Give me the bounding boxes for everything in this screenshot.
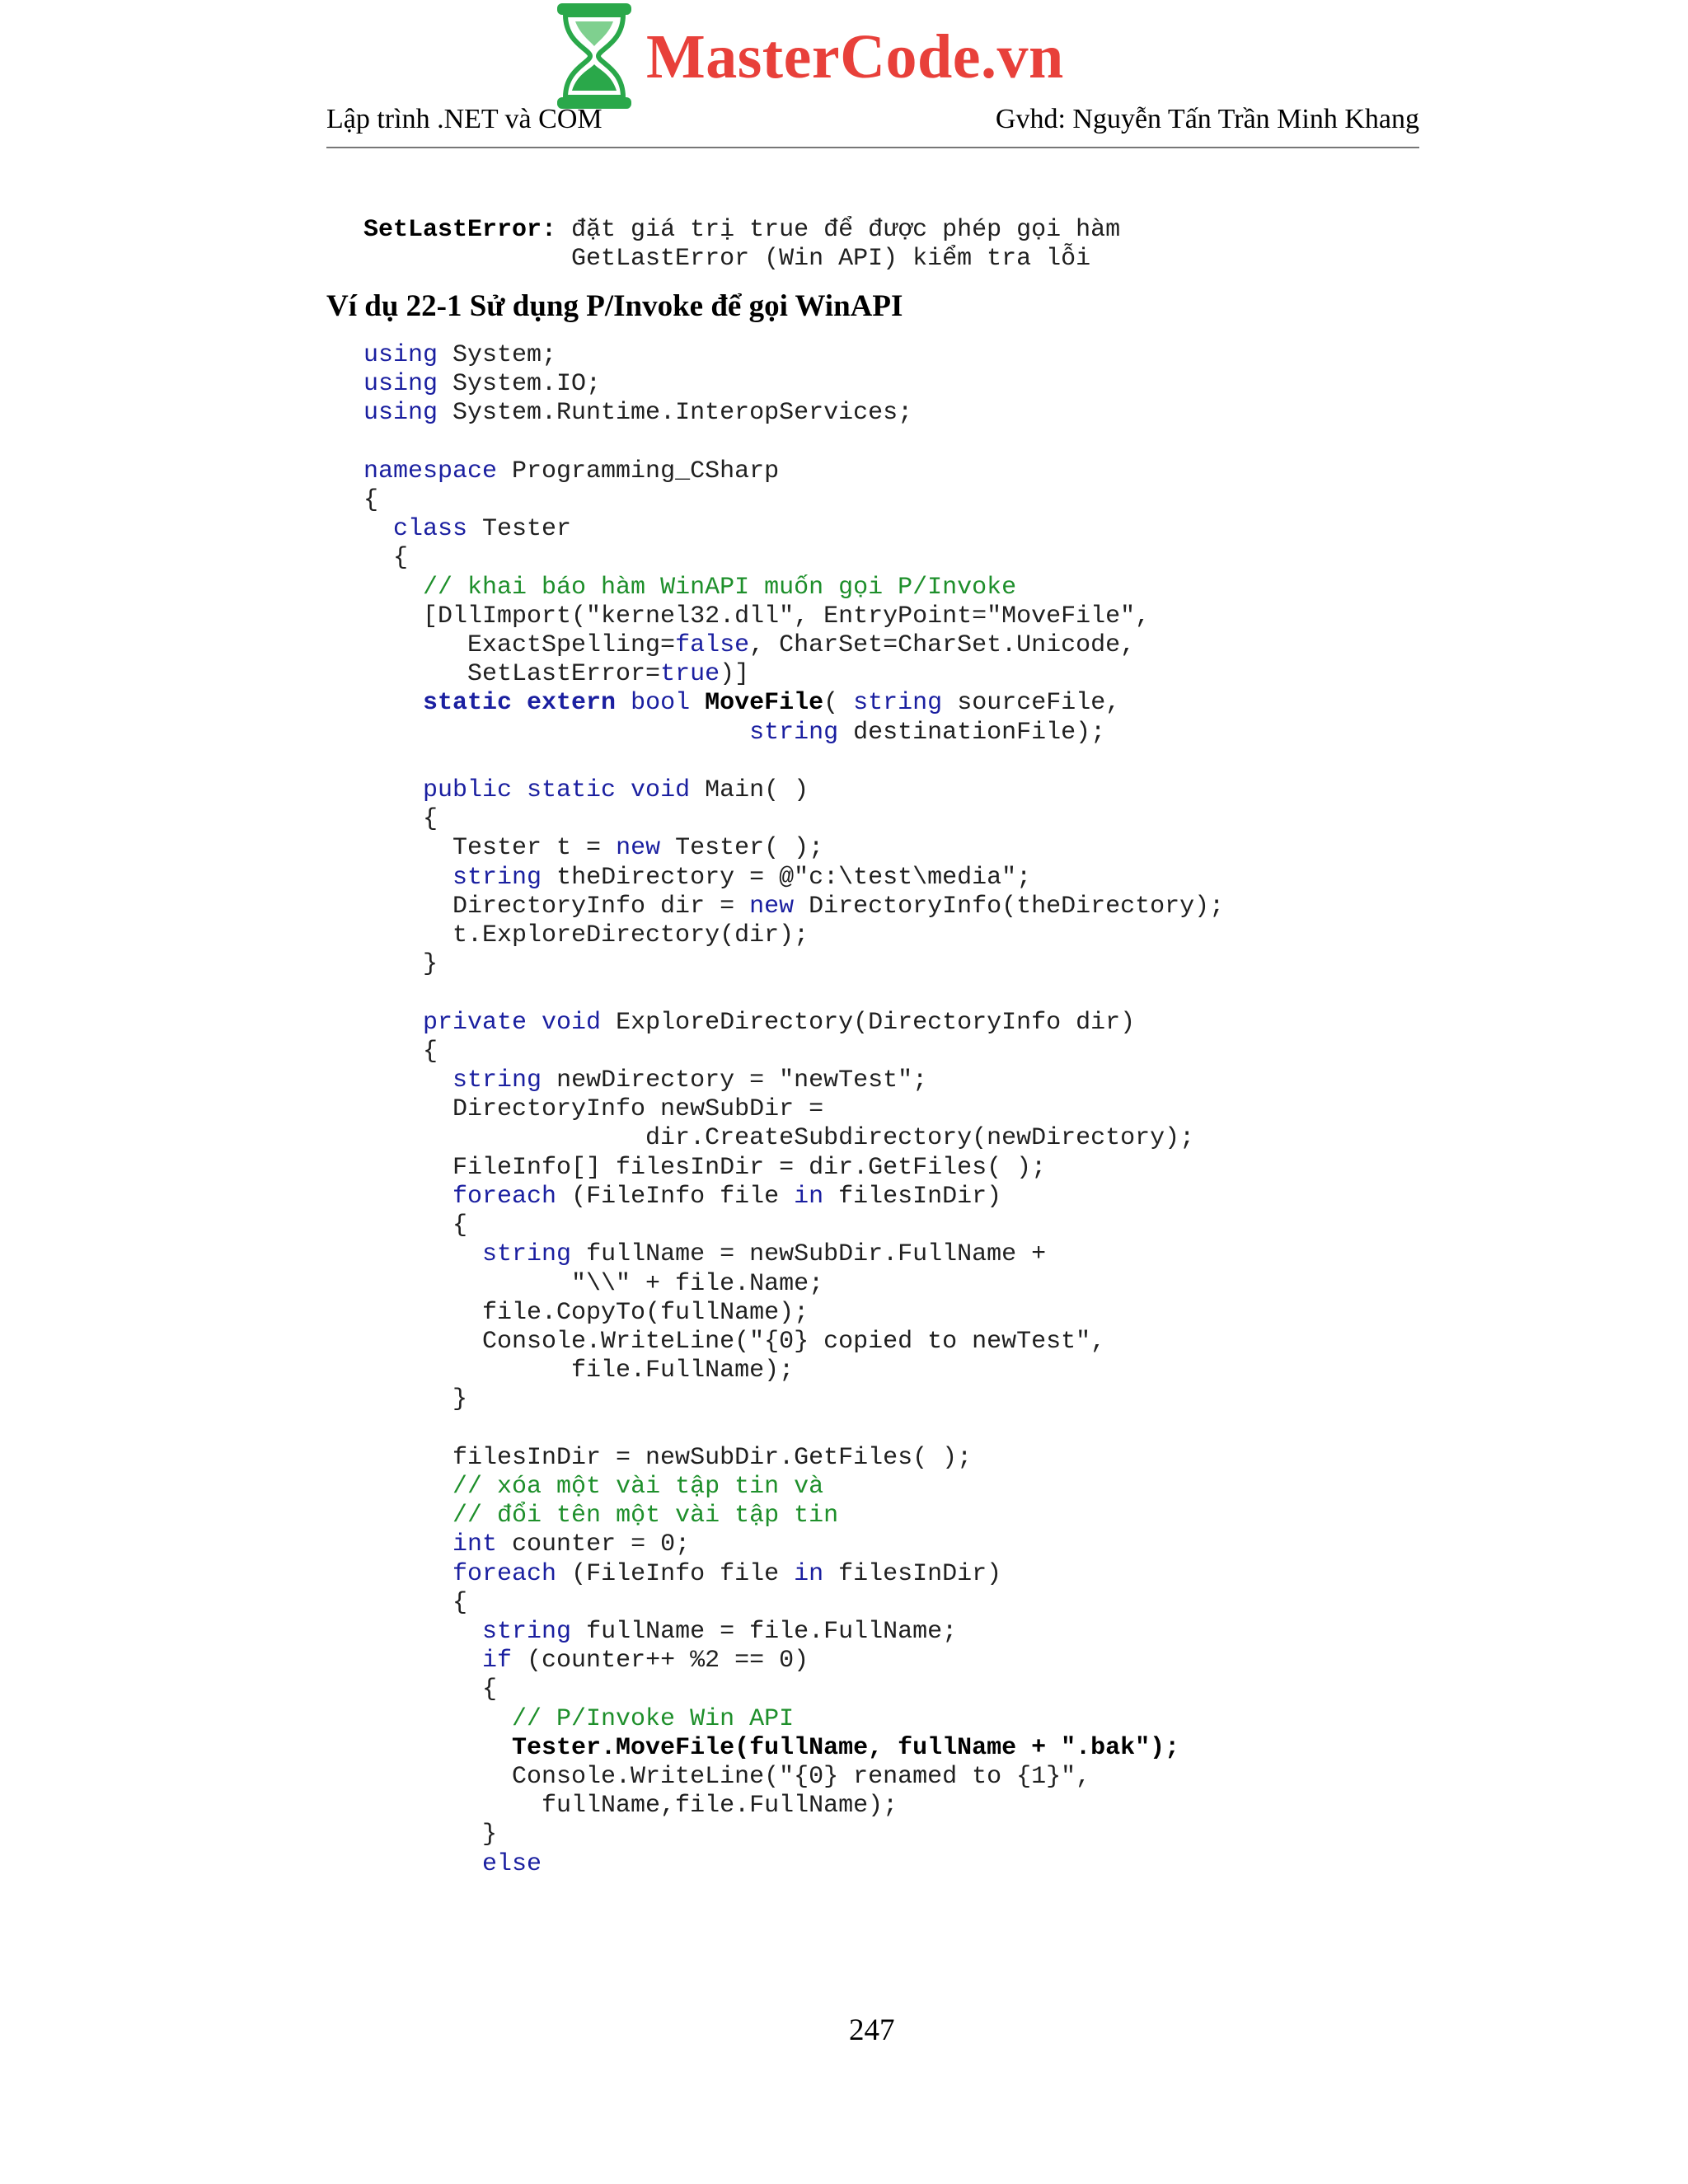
code-keyword: in xyxy=(794,1559,824,1588)
param-name: SetLastError: xyxy=(363,216,557,244)
code-text: FileInfo[] filesInDir = dir.GetFiles( ); xyxy=(363,1153,1047,1182)
header-divider xyxy=(326,147,1419,148)
code-text: dir.CreateSubdirectory(newDirectory); xyxy=(363,1124,1195,1153)
code-text: filesInDir) xyxy=(823,1182,1002,1211)
code-text: { xyxy=(363,544,409,573)
code-text: fullName = file.FullName; xyxy=(571,1617,958,1646)
code-text: Console.WriteLine("{0} renamed to {1}", xyxy=(363,1762,1091,1791)
code-text: (FileInfo file xyxy=(556,1559,795,1588)
code-keyword: string xyxy=(452,1066,542,1095)
code-text: Tester( ); xyxy=(660,834,824,863)
code-text: ExploreDirectory(DirectoryInfo dir) xyxy=(601,1008,1136,1037)
code-text: { xyxy=(363,805,438,834)
header-instructor: Gvhd: Nguyễn Tấn Trần Minh Khang xyxy=(995,104,1419,134)
code-keyword: new xyxy=(749,892,795,921)
code-keyword: false xyxy=(675,631,750,660)
code-text: { xyxy=(363,1212,468,1240)
page-number: 247 xyxy=(849,2013,895,2047)
code-text: System.IO; xyxy=(438,370,602,399)
code-indent xyxy=(363,1734,512,1762)
code-text xyxy=(616,689,631,717)
code-keyword: using xyxy=(363,399,438,428)
code-text: , CharSet=CharSet.Unicode, xyxy=(749,631,1136,660)
code-indent xyxy=(363,1066,452,1094)
code-text: newDirectory = "newTest"; xyxy=(542,1066,928,1095)
code-text: } xyxy=(363,950,438,979)
code-text: ExactSpelling= xyxy=(363,631,676,660)
code-keyword: using xyxy=(363,370,438,399)
param-desc-line2: GetLastError (Win API) kiểm tra lỗi xyxy=(363,245,1091,274)
code-text: t.ExploreDirectory(dir); xyxy=(363,921,809,950)
code-keyword: private void xyxy=(423,1008,602,1037)
code-listing xyxy=(363,341,1224,1879)
code-text: counter = 0; xyxy=(497,1530,691,1559)
code-indent xyxy=(363,1647,482,1675)
code-text: (counter++ %2 == 0) xyxy=(512,1647,809,1675)
code-text: Tester xyxy=(467,515,572,544)
code-comment: // P/Invoke Win API xyxy=(512,1704,795,1733)
code-text: System.Runtime.InteropServices; xyxy=(438,399,913,428)
code-text: fullName = newSubDir.FullName + xyxy=(571,1240,1047,1269)
code-indent xyxy=(363,1473,452,1501)
code-text xyxy=(690,689,705,717)
code-indent xyxy=(363,515,393,543)
param-description xyxy=(363,216,1120,274)
code-keyword: string xyxy=(452,863,542,892)
code-indent xyxy=(363,1705,512,1733)
code-text: Tester t = xyxy=(363,834,617,863)
code-text: { xyxy=(363,486,379,515)
code-keyword: bool xyxy=(631,689,691,718)
code-keyword: new xyxy=(616,834,661,863)
code-text: DirectoryInfo newSubDir = xyxy=(363,1095,824,1124)
code-text: file.FullName); xyxy=(363,1357,795,1385)
code-text: filesInDir) xyxy=(823,1559,1002,1588)
code-comment: // khai báo hàm WinAPI muốn gọi P/Invoke xyxy=(423,573,1017,602)
code-text: { xyxy=(363,1037,438,1066)
code-indent xyxy=(363,1009,423,1037)
code-keyword: string xyxy=(482,1617,572,1646)
code-indent xyxy=(363,719,749,747)
code-keyword: foreach xyxy=(452,1559,557,1588)
code-comment: // đổi tên một vài tập tin xyxy=(452,1502,839,1530)
hourglass-icon xyxy=(554,2,635,110)
code-indent xyxy=(363,776,423,804)
code-text: { xyxy=(363,1588,468,1617)
code-text: Main( ) xyxy=(690,776,809,805)
code-indent xyxy=(363,689,423,717)
code-text: Programming_CSharp xyxy=(497,457,780,485)
code-text: )] xyxy=(720,660,750,689)
code-text: Console.WriteLine("{0} copied to newTest", xyxy=(363,1327,1106,1356)
code-keyword: namespace xyxy=(363,457,498,485)
code-keyword: else xyxy=(482,1849,542,1878)
code-text: filesInDir = newSubDir.GetFiles( ); xyxy=(363,1443,973,1472)
code-keyword: static extern xyxy=(423,689,617,718)
code-method-name: MoveFile xyxy=(705,689,824,718)
code-keyword: string xyxy=(482,1240,572,1269)
code-keyword: in xyxy=(794,1182,824,1211)
code-indent xyxy=(363,1183,452,1211)
code-text: } xyxy=(363,1385,468,1414)
code-text: (FileInfo file xyxy=(556,1182,795,1211)
mastercode-logo xyxy=(554,0,1131,115)
code-indent xyxy=(363,574,423,602)
code-text: { xyxy=(363,1675,498,1704)
code-indent xyxy=(363,1618,482,1646)
brand-name: MasterCode.vn xyxy=(646,22,1064,91)
header-course-title: Lập trình .NET và COM xyxy=(326,104,603,134)
code-keyword: class xyxy=(393,515,468,544)
code-text: ( xyxy=(823,689,854,718)
code-text: } xyxy=(363,1821,498,1849)
code-keyword: foreach xyxy=(452,1182,557,1211)
code-keyword: true xyxy=(660,660,720,689)
code-text: System; xyxy=(438,341,557,369)
code-text: SetLastError= xyxy=(363,660,661,689)
code-keyword: if xyxy=(482,1647,513,1675)
code-indent xyxy=(363,1560,452,1588)
code-text: sourceFile, xyxy=(942,689,1121,718)
example-caption: Ví dụ 22-1 Sử dụng P/Invoke để gọi WinAPI xyxy=(326,289,903,323)
code-keyword: public static void xyxy=(423,776,691,805)
code-text: DirectoryInfo dir = xyxy=(363,892,750,921)
code-comment: // xóa một vài tập tin và xyxy=(452,1472,824,1501)
code-text: fullName,file.FullName); xyxy=(363,1792,898,1821)
code-keyword: using xyxy=(363,341,438,369)
code-bold-call: Tester.MoveFile(fullName, fullName + ".bak"); xyxy=(512,1733,1180,1762)
code-text: "\\" + file.Name; xyxy=(363,1269,824,1298)
code-indent xyxy=(363,1850,482,1878)
code-text: DirectoryInfo(theDirectory); xyxy=(794,892,1225,921)
param-desc-line1: đặt giá trị true để được phép gọi hàm xyxy=(556,216,1121,244)
code-text: [DllImport("kernel32.dll", EntryPoint="MoveFile", xyxy=(363,602,1151,630)
code-text: theDirectory = @"c:\test\media"; xyxy=(542,863,1032,892)
code-keyword: string xyxy=(749,718,839,747)
code-keyword: string xyxy=(853,689,943,718)
code-indent xyxy=(363,1530,452,1558)
code-text: destinationFile); xyxy=(838,718,1106,747)
code-text: file.CopyTo(fullName); xyxy=(363,1298,809,1327)
code-indent xyxy=(363,1240,482,1268)
code-indent xyxy=(363,1502,452,1530)
code-keyword: int xyxy=(452,1530,498,1559)
code-indent xyxy=(363,864,452,892)
